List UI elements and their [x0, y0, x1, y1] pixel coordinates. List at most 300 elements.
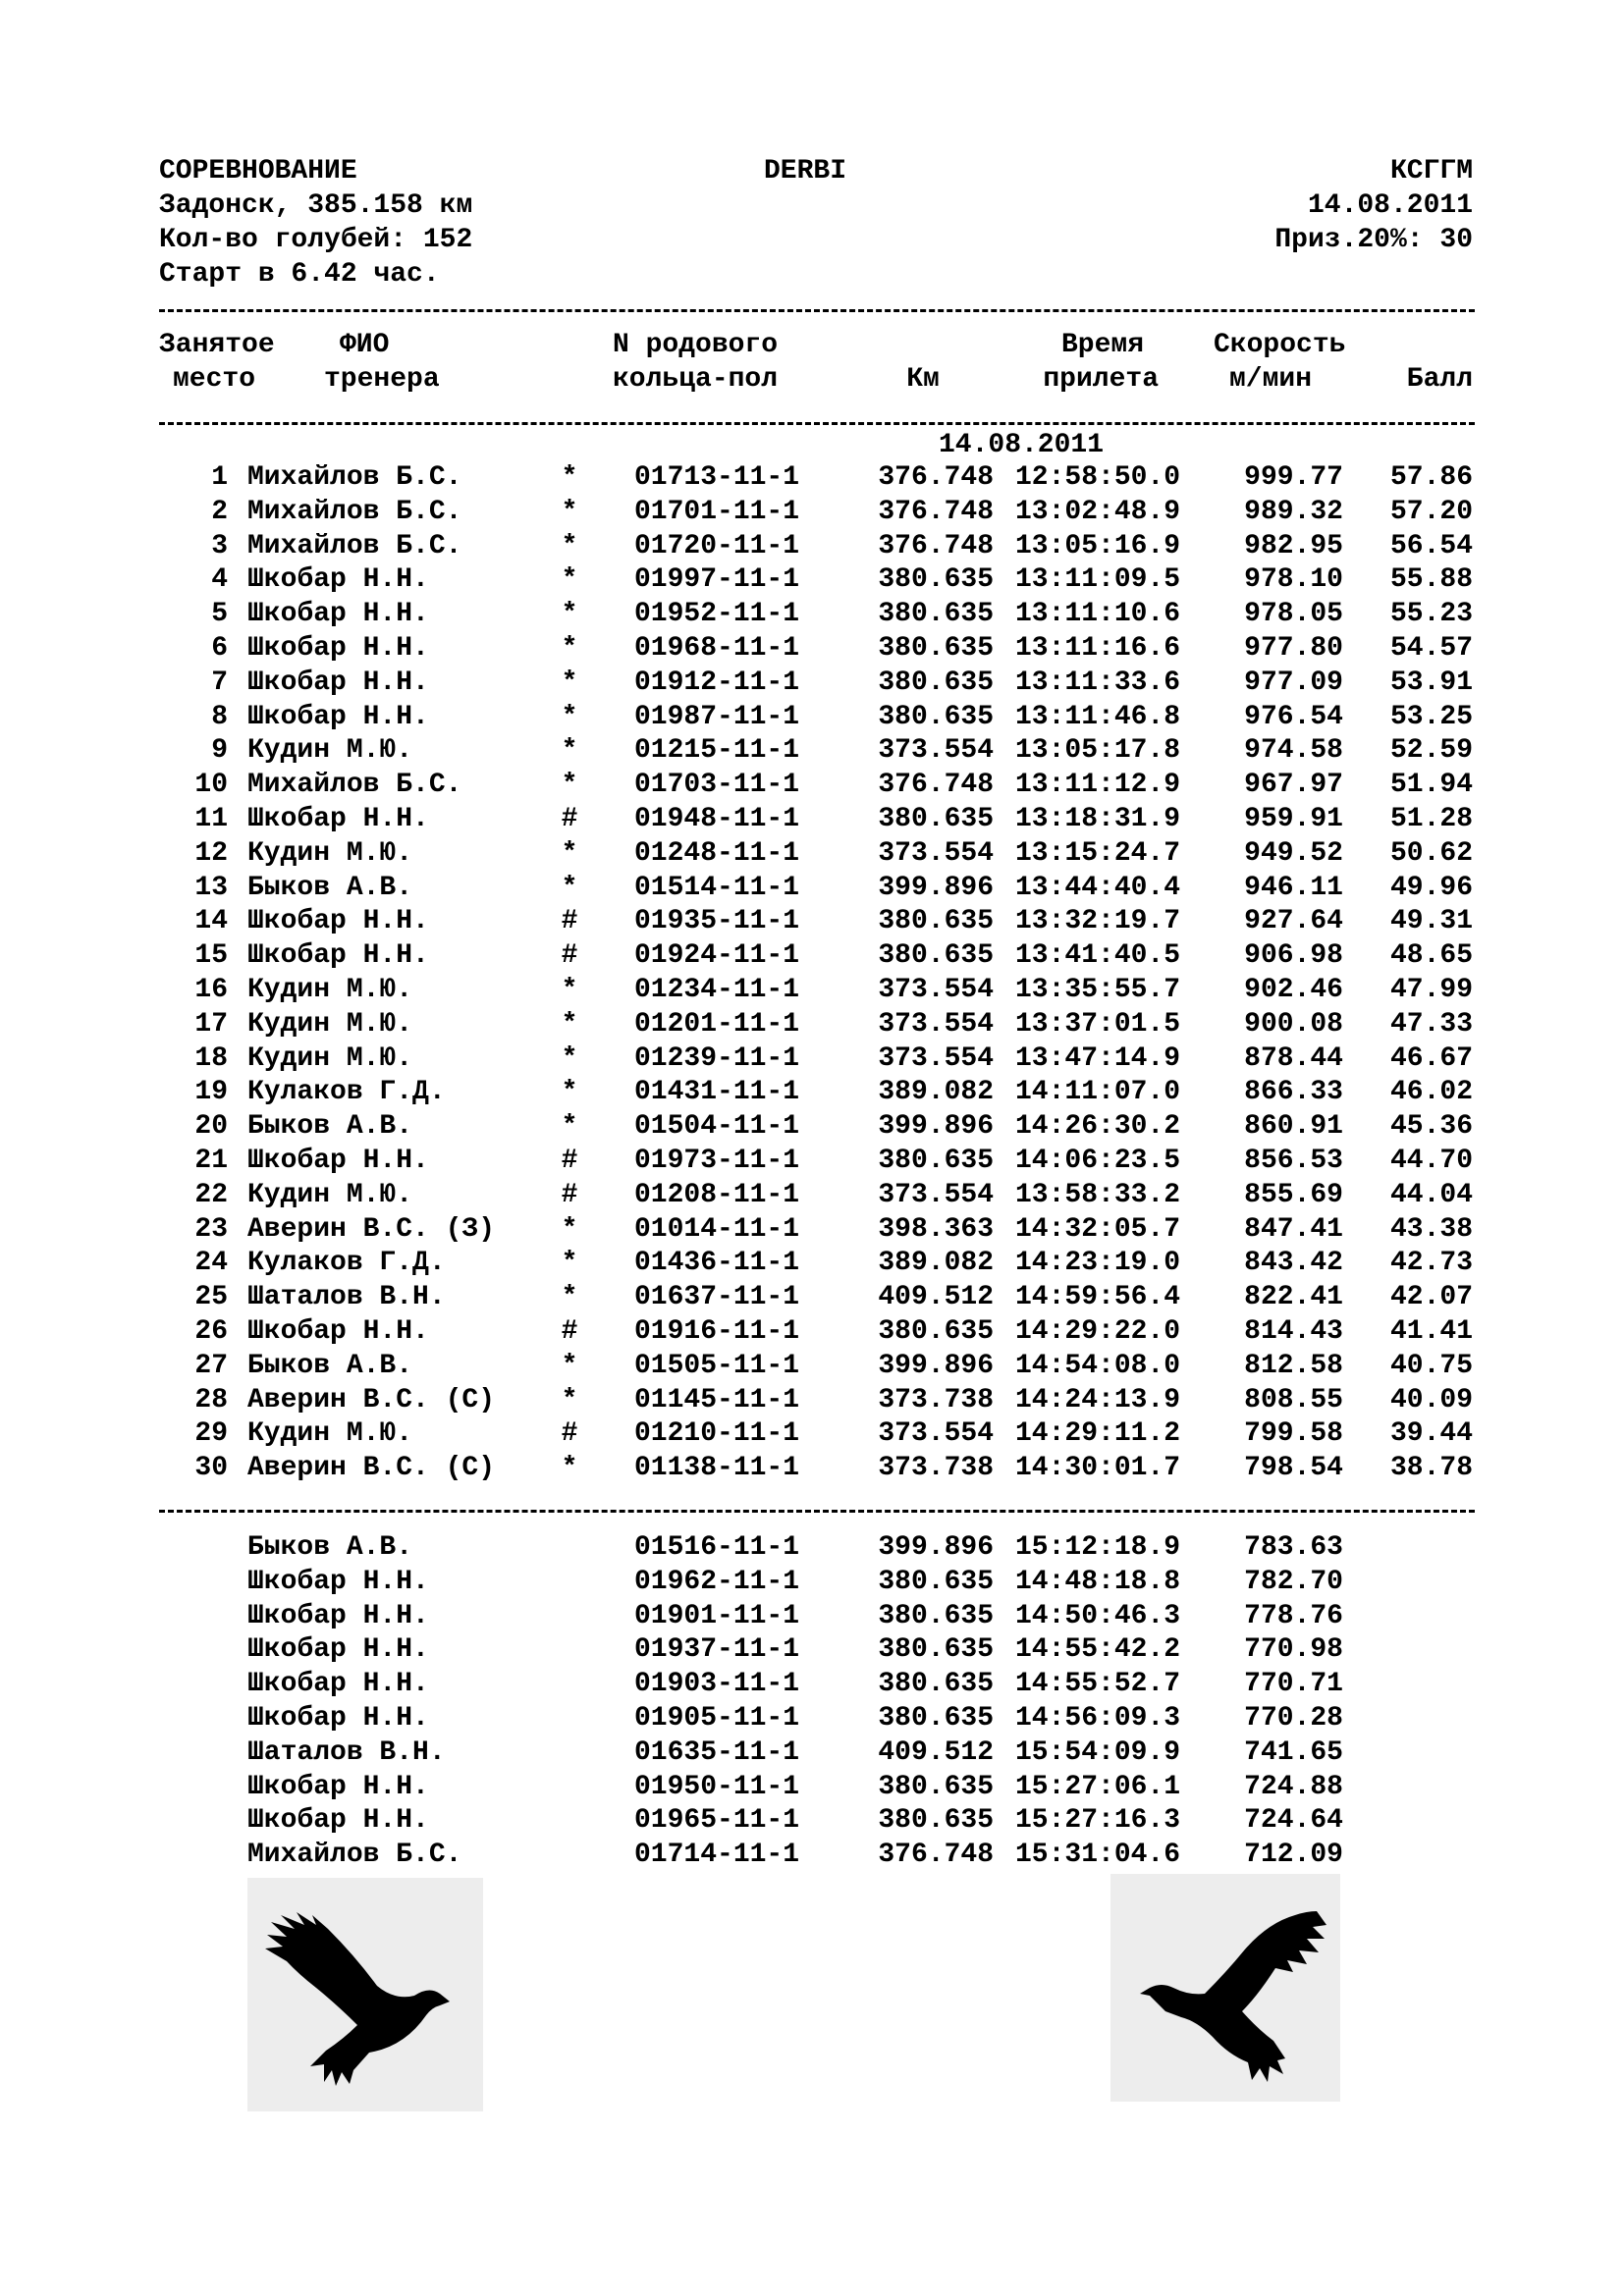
row-speed: 946.11 — [1244, 873, 1343, 903]
row-trainer: Шкобар Н.Н. — [247, 1634, 429, 1665]
row-speed: 856.53 — [1244, 1146, 1343, 1176]
row-time: 14:29:22.0 — [1015, 1316, 1181, 1347]
row-speed: 978.05 — [1244, 599, 1343, 629]
row-km: 380.635 — [878, 702, 994, 732]
row-place: 21 — [194, 1146, 228, 1176]
row-trainer: Михайлов Б.С. — [247, 462, 462, 493]
row-trainer: Шкобар Н.Н. — [247, 667, 429, 698]
row-time: 13:41:40.5 — [1015, 940, 1181, 971]
row-score: 49.96 — [1389, 873, 1473, 903]
row-score: 51.94 — [1389, 770, 1473, 800]
row-km: 409.512 — [878, 1282, 994, 1312]
row-place: 24 — [194, 1248, 228, 1278]
row-mark: * — [561, 975, 578, 1005]
row-trainer: Кудин М.Ю. — [247, 1043, 413, 1074]
row-km: 380.635 — [878, 1634, 994, 1665]
row-mark: * — [561, 633, 578, 664]
row-time: 14:55:52.7 — [1015, 1669, 1181, 1699]
row-trainer: Михайлов Б.С. — [247, 1840, 462, 1870]
row-ring: 01635-11-1 — [634, 1737, 800, 1768]
row-km: 380.635 — [878, 906, 994, 936]
row-speed: 978.10 — [1244, 564, 1343, 595]
row-speed: 860.91 — [1244, 1111, 1343, 1142]
row-km: 380.635 — [878, 1146, 994, 1176]
row-ring: 01901-11-1 — [634, 1601, 800, 1631]
row-speed: 967.97 — [1244, 770, 1343, 800]
row-ring: 01912-11-1 — [634, 667, 800, 698]
row-km: 373.554 — [878, 1043, 994, 1074]
row-score: 40.75 — [1389, 1351, 1473, 1381]
row-time: 14:06:23.5 — [1015, 1146, 1181, 1176]
row-speed: 982.95 — [1244, 531, 1343, 561]
row-time: 13:11:12.9 — [1015, 770, 1181, 800]
row-trainer: Кулаков Г.Д. — [247, 1077, 446, 1107]
row-speed: 949.52 — [1244, 838, 1343, 869]
row-score: 54.57 — [1389, 633, 1473, 664]
row-speed: 906.98 — [1244, 940, 1343, 971]
row-ring: 01952-11-1 — [634, 599, 800, 629]
row-score: 43.38 — [1389, 1214, 1473, 1245]
row-place: 15 — [194, 940, 228, 971]
row-km: 399.896 — [878, 873, 994, 903]
row-time: 13:02:48.9 — [1015, 497, 1181, 527]
row-speed: 799.58 — [1244, 1418, 1343, 1449]
row-mark: * — [561, 838, 578, 869]
row-speed: 798.54 — [1244, 1453, 1343, 1483]
row-km: 380.635 — [878, 1601, 994, 1631]
row-place: 9 — [211, 735, 228, 766]
row-score: 55.88 — [1389, 564, 1473, 595]
row-ring: 01703-11-1 — [634, 770, 800, 800]
row-mark: * — [561, 497, 578, 527]
row-ring: 01948-11-1 — [634, 804, 800, 834]
row-time: 14:29:11.2 — [1015, 1418, 1181, 1449]
row-trainer: Шкобар Н.Н. — [247, 1146, 429, 1176]
row-mark: * — [561, 1214, 578, 1245]
row-ring: 01145-11-1 — [634, 1385, 800, 1415]
row-place: 19 — [194, 1077, 228, 1107]
row-trainer: Кудин М.Ю. — [247, 1009, 413, 1040]
row-mark: * — [561, 735, 578, 766]
competition-name: DERBI — [763, 156, 846, 187]
row-trainer: Кудин М.Ю. — [247, 735, 413, 766]
row-km: 380.635 — [878, 940, 994, 971]
row-trainer: Кудин М.Ю. — [247, 1418, 413, 1449]
row-score: 42.73 — [1389, 1248, 1473, 1278]
row-time: 13:05:16.9 — [1015, 531, 1181, 561]
row-place: 2 — [211, 497, 228, 527]
row-km: 380.635 — [878, 1316, 994, 1347]
col-km: Км — [906, 364, 940, 395]
row-mark: # — [561, 1180, 578, 1210]
row-speed: 712.09 — [1244, 1840, 1343, 1870]
row-trainer: Быков А.В. — [247, 1351, 413, 1381]
col-place-1: Занятое — [159, 330, 275, 360]
row-score: 51.28 — [1389, 804, 1473, 834]
row-mark: * — [561, 770, 578, 800]
row-speed: 808.55 — [1244, 1385, 1343, 1415]
row-mark: * — [561, 1351, 578, 1381]
row-ring: 01248-11-1 — [634, 838, 800, 869]
row-mark: * — [561, 1453, 578, 1483]
row-place: 12 — [194, 838, 228, 869]
row-time: 14:56:09.3 — [1015, 1703, 1181, 1734]
row-score: 44.04 — [1389, 1180, 1473, 1210]
row-speed: 812.58 — [1244, 1351, 1343, 1381]
row-place: 13 — [194, 873, 228, 903]
row-ring: 01935-11-1 — [634, 906, 800, 936]
row-mark: * — [561, 462, 578, 493]
row-time: 15:27:06.1 — [1015, 1772, 1181, 1802]
row-time: 13:35:55.7 — [1015, 975, 1181, 1005]
row-mark: * — [561, 531, 578, 561]
row-mark: * — [561, 1009, 578, 1040]
row-km: 399.896 — [878, 1532, 994, 1563]
row-ring: 01504-11-1 — [634, 1111, 800, 1142]
row-score: 39.44 — [1389, 1418, 1473, 1449]
row-km: 373.554 — [878, 838, 994, 869]
row-trainer: Аверин В.С. (С) — [247, 1385, 496, 1415]
row-place: 30 — [194, 1453, 228, 1483]
row-km: 373.738 — [878, 1385, 994, 1415]
col-name-1: ФИО — [340, 330, 390, 360]
row-score: 49.31 — [1389, 906, 1473, 936]
row-score: 56.54 — [1389, 531, 1473, 561]
row-ring: 01516-11-1 — [634, 1532, 800, 1563]
row-ring: 01916-11-1 — [634, 1316, 800, 1347]
row-time: 15:27:16.3 — [1015, 1805, 1181, 1836]
row-speed: 878.44 — [1244, 1043, 1343, 1074]
row-mark: # — [561, 1316, 578, 1347]
row-place: 22 — [194, 1180, 228, 1210]
col-time-1: Время — [1060, 330, 1144, 360]
row-time: 14:48:18.8 — [1015, 1567, 1181, 1597]
row-trainer: Аверин В.С. (З) — [247, 1214, 496, 1245]
col-score: Балл — [1406, 364, 1473, 395]
row-km: 380.635 — [878, 667, 994, 698]
col-speed-2: м/мин — [1229, 364, 1313, 395]
row-time: 13:32:19.7 — [1015, 906, 1181, 936]
row-place: 10 — [194, 770, 228, 800]
row-km: 373.738 — [878, 1453, 994, 1483]
row-place: 11 — [194, 804, 228, 834]
row-trainer: Шкобар Н.Н. — [247, 1316, 429, 1347]
row-mark: # — [561, 1418, 578, 1449]
row-ring: 01937-11-1 — [634, 1634, 800, 1665]
row-time: 14:24:13.9 — [1015, 1385, 1181, 1415]
row-trainer: Быков А.В. — [247, 1111, 413, 1142]
row-place: 27 — [194, 1351, 228, 1381]
row-speed: 741.65 — [1244, 1737, 1343, 1768]
row-score: 45.36 — [1389, 1111, 1473, 1142]
row-speed: 770.28 — [1244, 1703, 1343, 1734]
row-trainer: Шкобар Н.Н. — [247, 1805, 429, 1836]
row-score: 46.02 — [1389, 1077, 1473, 1107]
row-time: 14:30:01.7 — [1015, 1453, 1181, 1483]
row-ring: 01714-11-1 — [634, 1840, 800, 1870]
row-score: 47.99 — [1389, 975, 1473, 1005]
row-time: 14:23:19.0 — [1015, 1248, 1181, 1278]
row-ring: 01431-11-1 — [634, 1077, 800, 1107]
row-ring: 01201-11-1 — [634, 1009, 800, 1040]
row-km: 380.635 — [878, 1669, 994, 1699]
row-km: 376.748 — [878, 770, 994, 800]
row-km: 389.082 — [878, 1248, 994, 1278]
row-km: 380.635 — [878, 1772, 994, 1802]
col-ring-1: N родового — [613, 330, 779, 360]
right-dove-icon — [1110, 1874, 1340, 2102]
row-mark: * — [561, 1282, 578, 1312]
row-score: 50.62 — [1389, 838, 1473, 869]
row-time: 13:15:24.7 — [1015, 838, 1181, 869]
row-time: 13:11:33.6 — [1015, 667, 1181, 698]
row-trainer: Михайлов Б.С. — [247, 497, 462, 527]
row-km: 389.082 — [878, 1077, 994, 1107]
row-speed: 927.64 — [1244, 906, 1343, 936]
divider-header — [159, 422, 1475, 425]
row-time: 13:37:01.5 — [1015, 1009, 1181, 1040]
row-trainer: Шкобар Н.Н. — [247, 633, 429, 664]
row-trainer: Шкобар Н.Н. — [247, 1601, 429, 1631]
dove-right-svg — [1110, 1874, 1340, 2102]
row-place: 8 — [211, 702, 228, 732]
row-score: 38.78 — [1389, 1453, 1473, 1483]
row-ring: 01436-11-1 — [634, 1248, 800, 1278]
row-ring: 01997-11-1 — [634, 564, 800, 595]
release-location: Задонск, 385.158 км — [159, 190, 473, 221]
row-place: 17 — [194, 1009, 228, 1040]
row-mark: * — [561, 1248, 578, 1278]
row-speed: 999.77 — [1244, 462, 1343, 493]
row-score: 52.59 — [1389, 735, 1473, 766]
row-speed: 902.46 — [1244, 975, 1343, 1005]
col-time-2: прилета — [1043, 364, 1159, 395]
row-speed: 900.08 — [1244, 1009, 1343, 1040]
row-km: 380.635 — [878, 599, 994, 629]
row-time: 14:54:08.0 — [1015, 1351, 1181, 1381]
row-score: 55.23 — [1389, 599, 1473, 629]
row-speed: 770.98 — [1244, 1634, 1343, 1665]
divider-results — [159, 1510, 1475, 1513]
competition-label: СОРЕВНОВАНИЕ — [159, 156, 357, 187]
row-trainer: Кудин М.Ю. — [247, 975, 413, 1005]
left-dove-icon — [247, 1878, 483, 2111]
row-mark: * — [561, 1043, 578, 1074]
row-time: 13:58:33.2 — [1015, 1180, 1181, 1210]
row-speed: 843.42 — [1244, 1248, 1343, 1278]
row-score: 47.33 — [1389, 1009, 1473, 1040]
row-speed: 770.71 — [1244, 1669, 1343, 1699]
row-time: 13:05:17.8 — [1015, 735, 1181, 766]
pigeon-count: Кол-во голубей: 152 — [159, 225, 473, 255]
row-trainer: Кудин М.Ю. — [247, 1180, 413, 1210]
row-ring: 01962-11-1 — [634, 1567, 800, 1597]
row-mark: * — [561, 873, 578, 903]
row-km: 376.748 — [878, 1840, 994, 1870]
flight-date: 14.08.2011 — [938, 430, 1105, 460]
race-date: 14.08.2011 — [1307, 190, 1473, 221]
row-km: 376.748 — [878, 497, 994, 527]
row-mark: # — [561, 940, 578, 971]
row-km: 380.635 — [878, 1703, 994, 1734]
row-trainer: Шаталов В.Н. — [247, 1282, 446, 1312]
row-ring: 01014-11-1 — [634, 1214, 800, 1245]
row-place: 25 — [194, 1282, 228, 1312]
row-place: 5 — [211, 599, 228, 629]
row-ring: 01903-11-1 — [634, 1669, 800, 1699]
row-time: 13:11:09.5 — [1015, 564, 1181, 595]
row-ring: 01514-11-1 — [634, 873, 800, 903]
row-time: 13:44:40.4 — [1015, 873, 1181, 903]
row-speed: 724.64 — [1244, 1805, 1343, 1836]
row-place: 29 — [194, 1418, 228, 1449]
row-trainer: Шкобар Н.Н. — [247, 1772, 429, 1802]
row-score: 41.41 — [1389, 1316, 1473, 1347]
row-ring: 01720-11-1 — [634, 531, 800, 561]
row-place: 6 — [211, 633, 228, 664]
row-speed: 976.54 — [1244, 702, 1343, 732]
row-ring: 01987-11-1 — [634, 702, 800, 732]
row-ring: 01208-11-1 — [634, 1180, 800, 1210]
row-score: 53.91 — [1389, 667, 1473, 698]
row-ring: 01215-11-1 — [634, 735, 800, 766]
row-place: 14 — [194, 906, 228, 936]
row-trainer: Быков А.В. — [247, 873, 413, 903]
row-score: 42.07 — [1389, 1282, 1473, 1312]
row-mark: * — [561, 1111, 578, 1142]
row-km: 373.554 — [878, 1418, 994, 1449]
row-mark: * — [561, 1077, 578, 1107]
row-time: 13:47:14.9 — [1015, 1043, 1181, 1074]
row-ring: 01973-11-1 — [634, 1146, 800, 1176]
row-ring: 01234-11-1 — [634, 975, 800, 1005]
row-place: 20 — [194, 1111, 228, 1142]
row-trainer: Шкобар Н.Н. — [247, 940, 429, 971]
row-ring: 01950-11-1 — [634, 1772, 800, 1802]
row-trainer: Шкобар Н.Н. — [247, 564, 429, 595]
row-score: 57.86 — [1389, 462, 1473, 493]
row-time: 14:26:30.2 — [1015, 1111, 1181, 1142]
row-place: 23 — [194, 1214, 228, 1245]
row-km: 380.635 — [878, 564, 994, 595]
row-ring: 01239-11-1 — [634, 1043, 800, 1074]
row-km: 409.512 — [878, 1737, 994, 1768]
col-ring-2: кольца-пол — [613, 364, 779, 395]
row-speed: 783.63 — [1244, 1532, 1343, 1563]
row-trainer: Шкобар Н.Н. — [247, 702, 429, 732]
row-mark: * — [561, 564, 578, 595]
row-score: 48.65 — [1389, 940, 1473, 971]
row-trainer: Михайлов Б.С. — [247, 531, 462, 561]
row-ring: 01701-11-1 — [634, 497, 800, 527]
row-place: 1 — [211, 462, 228, 493]
dove-left-svg — [247, 1878, 483, 2111]
row-mark: # — [561, 1146, 578, 1176]
row-trainer: Михайлов Б.С. — [247, 770, 462, 800]
row-ring: 01138-11-1 — [634, 1453, 800, 1483]
row-km: 398.363 — [878, 1214, 994, 1245]
row-trainer: Шкобар Н.Н. — [247, 599, 429, 629]
row-mark: * — [561, 599, 578, 629]
row-ring: 01505-11-1 — [634, 1351, 800, 1381]
row-place: 7 — [211, 667, 228, 698]
row-ring: 01210-11-1 — [634, 1418, 800, 1449]
row-km: 380.635 — [878, 804, 994, 834]
row-trainer: Шкобар Н.Н. — [247, 1669, 429, 1699]
row-time: 15:12:18.9 — [1015, 1532, 1181, 1563]
row-km: 376.748 — [878, 531, 994, 561]
row-score: 57.20 — [1389, 497, 1473, 527]
row-time: 14:11:07.0 — [1015, 1077, 1181, 1107]
prize-count: Приз.20%: 30 — [1274, 225, 1473, 255]
row-km: 399.896 — [878, 1351, 994, 1381]
row-km: 380.635 — [878, 633, 994, 664]
row-mark: # — [561, 906, 578, 936]
row-speed: 855.69 — [1244, 1180, 1343, 1210]
row-score: 44.70 — [1389, 1146, 1473, 1176]
row-place: 26 — [194, 1316, 228, 1347]
row-trainer: Кулаков Г.Д. — [247, 1248, 446, 1278]
row-time: 14:59:56.4 — [1015, 1282, 1181, 1312]
row-place: 4 — [211, 564, 228, 595]
row-trainer: Быков А.В. — [247, 1532, 413, 1563]
row-speed: 989.32 — [1244, 497, 1343, 527]
row-ring: 01905-11-1 — [634, 1703, 800, 1734]
organization: КСГГМ — [1389, 156, 1473, 187]
row-trainer: Шкобар Н.Н. — [247, 906, 429, 936]
row-trainer: Шаталов В.Н. — [247, 1737, 446, 1768]
row-trainer: Кудин М.Ю. — [247, 838, 413, 869]
row-speed: 814.43 — [1244, 1316, 1343, 1347]
row-km: 380.635 — [878, 1805, 994, 1836]
row-mark: * — [561, 667, 578, 698]
row-km: 373.554 — [878, 1180, 994, 1210]
divider-top — [159, 309, 1475, 312]
row-speed: 977.09 — [1244, 667, 1343, 698]
row-speed: 974.58 — [1244, 735, 1343, 766]
row-speed: 778.76 — [1244, 1601, 1343, 1631]
row-km: 373.554 — [878, 975, 994, 1005]
row-speed: 724.88 — [1244, 1772, 1343, 1802]
row-mark: * — [561, 1385, 578, 1415]
row-speed: 977.80 — [1244, 633, 1343, 664]
row-score: 53.25 — [1389, 702, 1473, 732]
row-score: 40.09 — [1389, 1385, 1473, 1415]
row-time: 15:31:04.6 — [1015, 1840, 1181, 1870]
row-speed: 959.91 — [1244, 804, 1343, 834]
row-speed: 847.41 — [1244, 1214, 1343, 1245]
row-speed: 782.70 — [1244, 1567, 1343, 1597]
col-speed-1: Скорость — [1214, 330, 1346, 360]
row-mark: * — [561, 702, 578, 732]
row-time: 13:11:10.6 — [1015, 599, 1181, 629]
row-time: 13:11:16.6 — [1015, 633, 1181, 664]
row-ring: 01637-11-1 — [634, 1282, 800, 1312]
row-trainer: Шкобар Н.Н. — [247, 1567, 429, 1597]
row-km: 373.554 — [878, 1009, 994, 1040]
row-score: 46.67 — [1389, 1043, 1473, 1074]
row-time: 13:18:31.9 — [1015, 804, 1181, 834]
row-ring: 01924-11-1 — [634, 940, 800, 971]
row-time: 15:54:09.9 — [1015, 1737, 1181, 1768]
row-km: 373.554 — [878, 735, 994, 766]
row-trainer: Аверин В.С. (С) — [247, 1453, 496, 1483]
start-time: Старт в 6.42 час. — [159, 259, 440, 290]
col-place-2: место — [173, 364, 256, 395]
row-trainer: Шкобар Н.Н. — [247, 804, 429, 834]
row-place: 18 — [194, 1043, 228, 1074]
row-ring: 01713-11-1 — [634, 462, 800, 493]
